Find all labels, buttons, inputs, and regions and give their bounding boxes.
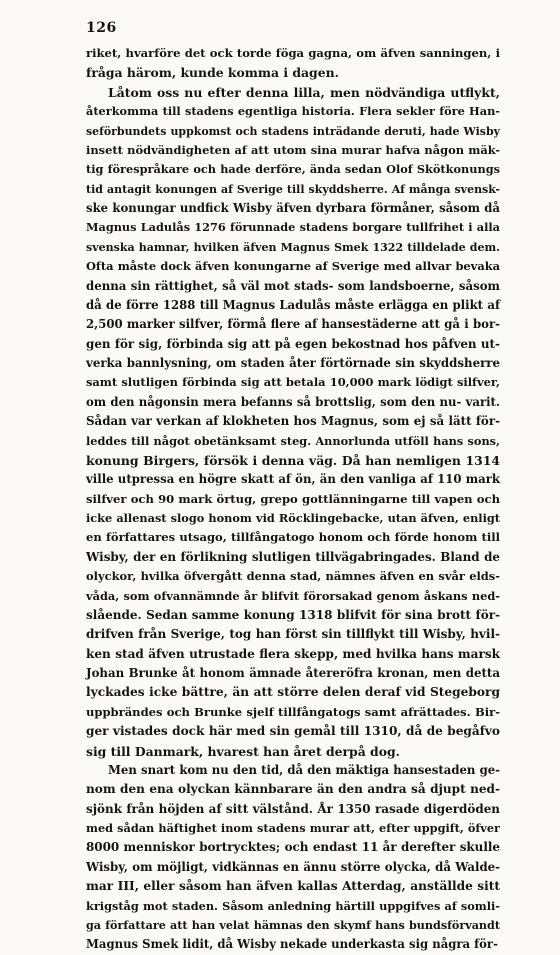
text-line: uppbrändes och Brunke sjelf tillfångatogs samt afrättades. Bir- (86, 704, 500, 719)
text-line: ga författare att han velat hämnas den skymf hans bundsförvandt (86, 918, 500, 932)
text-line: slående. Sedan samme konung 1318 blifvit för sina brott för- (86, 607, 500, 622)
text-line: ville utpressa en högre skatt af ön, än den vanliga af 110 mark (86, 472, 500, 487)
text-line: verka bannlysning, om staden åter förtörnade sin skyddsherre (86, 356, 500, 370)
text-line: Ofta måste dock äfven konungarne af Sverige med allvar bevaka (86, 259, 500, 274)
text-line: krigståg mot staden. Såsom anledning härtill uppgifves af somli- (86, 898, 500, 913)
text-line: en författares utsago, tillfångatogo honom och förde honom till (86, 530, 500, 545)
paragraph (86, 83, 500, 761)
text-line: konung Birgers, försök i denna väg. Då han nemligen 1314 (86, 452, 500, 468)
text-line: silfver och 90 mark örtug, grepo gottlänningarne till vapen och (86, 491, 500, 506)
text-line: gen för sig, förbinda sig att på egen bekostnad hos påfven ut- (86, 336, 500, 351)
text-line: våda, som ofvannämnde år blifvit förorsakad genom åskans ned- (86, 588, 500, 603)
text-line: seförbundets uppkomst och stadens inträdande deruti, hade Wisby (86, 124, 500, 138)
text-line: tig förespråkare och hade derföre, ända sedan Olof Skötkonungs (86, 162, 500, 177)
text-line: fråga härom, kunde komma i dagen. (86, 65, 339, 81)
body-text (86, 44, 500, 955)
text-line: ken stad äfven utrustade flera skepp, med hvilka hans marsk (86, 646, 500, 661)
text-line: Johan Brunke åt honom ämnade återeröfra kronan, men detta (86, 666, 500, 680)
text-line: ger vistades dock här med sin gemål till 1310, då de begåfvo (86, 724, 500, 739)
text-line: mar III, eller såsom han äfven kallas Atterdag, anställde sitt (86, 879, 500, 894)
page-number: 126 (86, 20, 117, 36)
text-line: då de förre 1288 till Magnus Ladulås måste erlägga en plikt af (86, 297, 500, 312)
text-line: leddes till något obetänksamt steg. Annorlunda utföll hans sons, (86, 433, 500, 448)
paragraph (86, 761, 500, 955)
text-line: Wisby, om möjligt, vidkännas en ännu större olycka, då Walde- (86, 859, 500, 874)
text-line: ske konungar undfick Wisby äfven dyrbara förmåner, såsom då (86, 201, 500, 215)
text-line: riket, hvarföre det ock torde föga gagna, om äfven sanningen, i (86, 46, 500, 60)
text-line: 8000 menniskor bortrycktes; och endast 11 år derefter skulle (86, 840, 500, 855)
paragraph (86, 44, 500, 83)
text-line: drifven från Sverige, tog han först sin tillflykt till Wisby, hvil- (86, 627, 500, 642)
text-line: om den någonsin mera befanns så brottslig, som den nu- varit. (86, 394, 500, 409)
text-line: tid antagit konungen af Sverige till skyddsherre. Af många svensk- (86, 182, 500, 196)
text-line: olyckor, hvilka öfvergått denna stad, nämnes äfven en svår elds- (86, 569, 500, 584)
text-line: Magnus Smek lidit, då Wisby nekade underkasta sig några för- (86, 937, 498, 952)
text-line: med sådan häftighet inom stadens murar att, efter uppgift, öfver (86, 821, 500, 835)
text-line: 2,500 marker silfver, förmå flere af hansestäderne att gå i bor- (86, 317, 500, 332)
text-line: lyckades icke bättre, än att större delen deraf vid Stegeborg (86, 685, 500, 700)
text-line: svenska hamnar, hvilken äfven Magnus Smek 1322 tilldelade dem. (86, 240, 500, 254)
text-line: Wisby, der en förlikning slutligen tillvägabringades. Bland de (86, 549, 500, 564)
text-line: samt slutligen förbinda sig att betala 10,000 mark lödigt silfver, (86, 375, 500, 390)
text-line: insett nödvändigheten af att utom sina murar hafva någon mäk- (86, 142, 500, 157)
text-line: Men snart kom nu den tid, då den mäktiga hansestaden ge- (108, 762, 500, 777)
text-line: Låtom oss nu efter denna lilla, men nödvändiga utflykt, (108, 84, 500, 100)
text-line: sjönk från höjden af sitt välstånd. År 1350 rasade digerdöden (86, 801, 500, 816)
text-line: icke allenast slogo honom vid Röcklingebacke, utan äfven, enligt (86, 511, 500, 525)
text-line: Sådan var verkan af klokheten hos Magnus, som ej så lätt för- (86, 414, 500, 429)
text-line: sig till Danmark, hvarest han året derpå dog. (86, 743, 400, 759)
text-line: denna sin rättighet, så väl mot stads- som landsboerne, såsom (86, 278, 500, 293)
text-line: nom den ena olyckan kännbarare än den andra så djupt ned- (86, 782, 500, 797)
text-line: Magnus Ladulås 1276 förunnade stadens borgare tullfrihet i alla (86, 220, 500, 235)
text-line: återkomma till stadens egentliga historia. Flera sekler före Han- (86, 104, 500, 119)
